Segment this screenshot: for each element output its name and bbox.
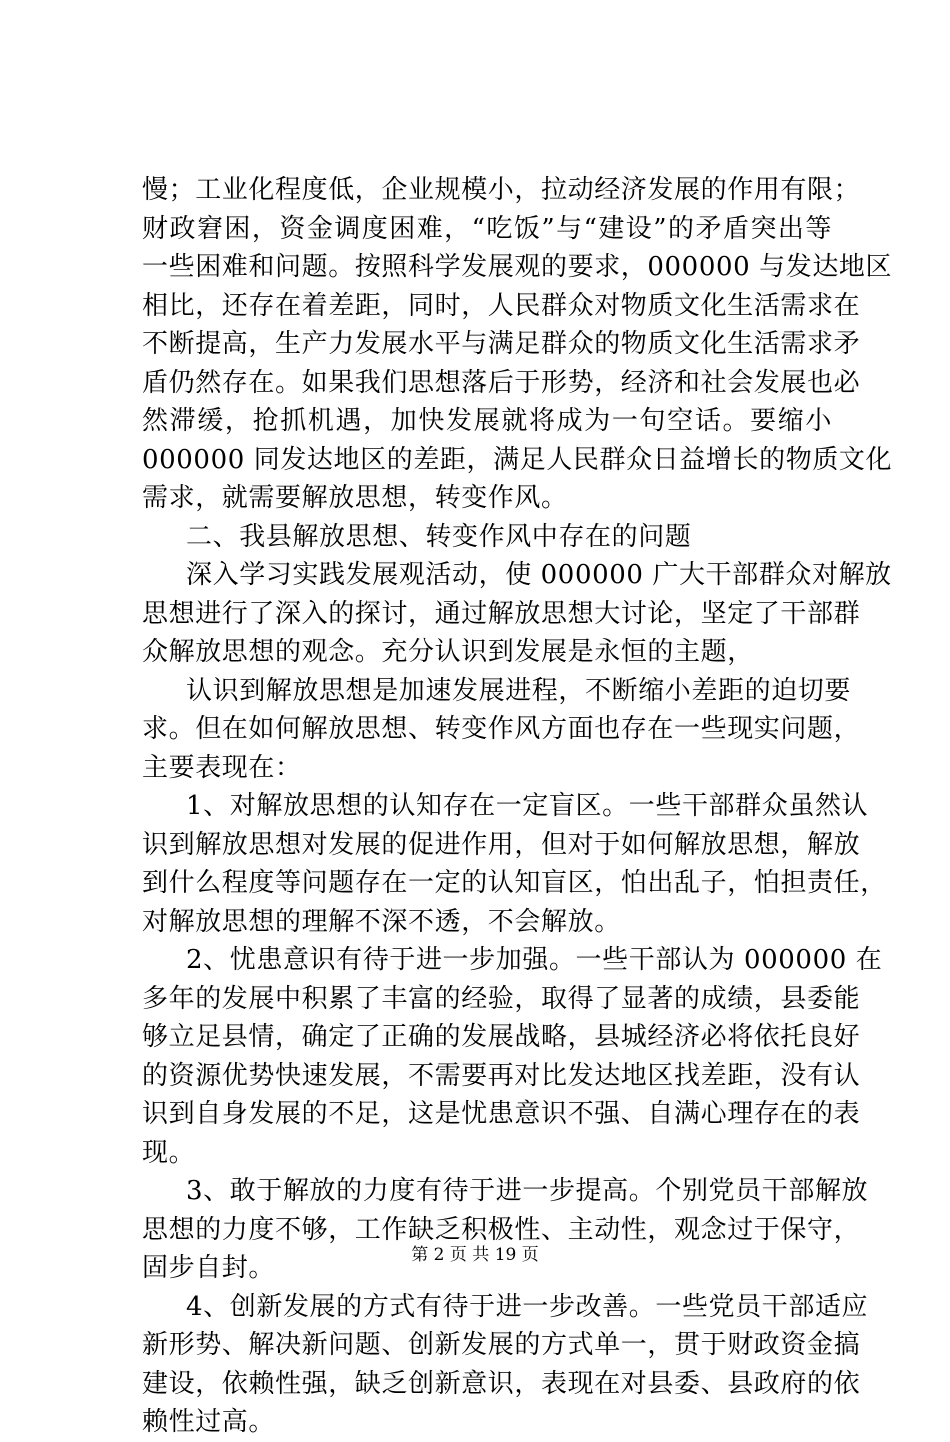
text-line: 现。 (142, 1137, 196, 1168)
text-line: 二、我县解放思想、转变作风中存在的问题 (186, 521, 692, 552)
text-line: 深入学习实践发展观活动，使 000000 广大干部群众对解放 (186, 560, 892, 590)
text-line: 多年的发展中积累了丰富的经验，取得了显著的成绩，县委能 (142, 983, 861, 1014)
text-line: 1、对解放思想的认知存在一定盲区。一些干部群众虽然认 (186, 791, 869, 821)
text-line: 求。但在如何解放思想、转变作风方面也存在一些现实问题， (142, 714, 861, 744)
text-line: 建设，依赖性强，缺乏创新意识，表现在对县委、县政府的依 (142, 1368, 861, 1399)
text-line: 财政窘困，资金调度困难，“吃饭”与“建设”的矛盾突出等 (142, 213, 832, 244)
text-line: 2、忧患意识有待于进一步加强。一些干部认为 000000 在 (186, 945, 883, 975)
text-line: 不断提高，生产力发展水平与满足群众的物质文化生活需求矛 (142, 329, 861, 359)
text-line: 识到解放思想对发展的促进作用，但对于如何解放思想，解放 (142, 829, 861, 860)
text-line: 的资源优势快速发展，不需要再对比发达地区找差距，没有认 (142, 1060, 861, 1091)
text-line: 认识到解放思想是加速发展进程，不断缩小差距的迫切要 (186, 675, 852, 706)
text-line: 固步自封。 (142, 1253, 276, 1283)
text-line: 需求，就需要解放思想，转变作风。 (142, 483, 568, 513)
text-line: 000000 同发达地区的差距，满足人民群众日益增长的物质文化 (142, 444, 893, 475)
text-line: 新形势、解决新问题、创新发展的方式单一，贯于财政资金搞 (142, 1330, 861, 1360)
text-line: 思想的力度不够，工作缺乏积极性、主动性，观念过于保守， (142, 1214, 861, 1245)
text-line: 思想进行了深入的探讨，通过解放思想大讨论，坚定了干部群 (142, 598, 861, 629)
text-line: 4、创新发展的方式有待于进一步改善。一些党员干部适应 (186, 1291, 869, 1322)
text-line: 一些困难和问题。按照科学发展观的要求，000000 与发达地区 (142, 252, 893, 282)
text-line: 3、敢于解放的力度有待于进一步提高。个别党员干部解放 (186, 1176, 869, 1206)
text-line: 识到自身发展的不足，这是忧患意识不强、自满心理存在的表 (142, 1099, 861, 1129)
text-line: 众解放思想的观念。充分认识到发展是永恒的主题， (142, 637, 754, 667)
page-footer: 第 2 页 共 19 页 (411, 1245, 539, 1265)
text-line: 到什么程度等问题存在一定的认知盲区，怕出乱子，怕担责任， (142, 868, 887, 898)
text-line: 慢；工业化程度低，企业规模小，拉动经济发展的作用有限； (142, 175, 861, 205)
text-line: 然滞缓，抢抓机遇，加快发展就将成为一句空话。要缩小 (142, 406, 832, 436)
text-line: 赖性过高。 (142, 1407, 276, 1437)
text-line: 盾仍然存在。如果我们思想落后于形势，经济和社会发展也必 (142, 367, 861, 398)
text-line: 主要表现在： (142, 752, 302, 783)
text-line: 对解放思想的理解不深不透，不会解放。 (142, 906, 621, 937)
text-line: 相比，还存在着差距，同时，人民群众对物质文化生活需求在 (142, 290, 861, 321)
text-line: 够立足县情，确定了正确的发展战略，县城经济必将依托良好 (142, 1022, 861, 1052)
